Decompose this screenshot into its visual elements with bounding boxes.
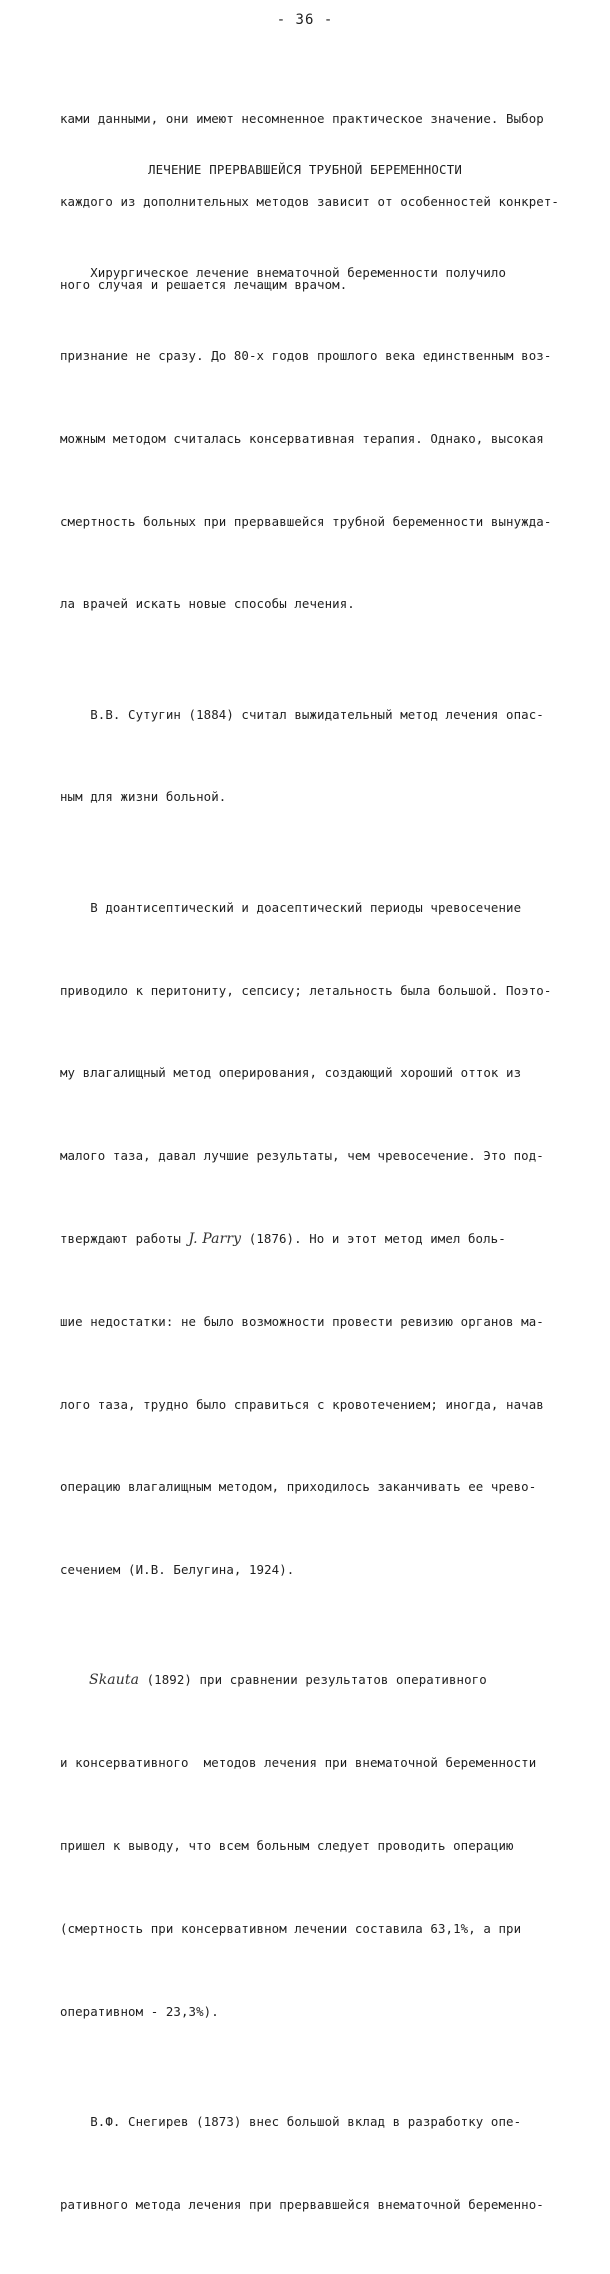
text-line: лого таза, трудно было справиться с кровотечением; иногда, начав — [60, 1396, 544, 1412]
line-suffix: (1876). Но и этот метод имел боль- — [241, 1230, 506, 1246]
text-line — [60, 1666, 580, 1694]
text-line: смертность больных при прервавшейся трубной беременности вынужда- — [60, 513, 552, 529]
body-text — [60, 204, 580, 2274]
text-line: ла врачей искать новые способы лечения. — [60, 596, 355, 612]
text-line: оперативном - 23,3%). — [60, 2003, 219, 2019]
text-line: пришел к выводу, что всем больным следует проводить операцию — [60, 1838, 514, 1854]
text-line: В.В. Сутугин (1884) считал выжидательный метод лечения опас- — [60, 706, 544, 722]
text-line: шие недостатки: не было возможности провести ревизию органов ма- — [60, 1313, 544, 1329]
handwritten-author-name: J. Parry — [188, 1230, 242, 1247]
text-line: ративного метода лечения при прервавшейся внематочной беременно- — [60, 2196, 544, 2212]
text-line: признание не сразу. До 80-х годов прошлого века единственным воз- — [60, 347, 552, 363]
handwritten-author-name: Skauta — [89, 1672, 140, 1689]
line-suffix: (1892) при сравнении результатов оперативного — [139, 1672, 487, 1688]
text-line: сечением (И.В. Белугина, 1924). — [60, 1562, 295, 1578]
text-line — [60, 1225, 580, 1253]
text-line: каждого из дополнительных методов зависит от особенностей конкрет- — [60, 193, 559, 209]
text-line: ным для жизни больной. — [60, 789, 227, 805]
page-number: - 36 - — [276, 12, 334, 28]
text-line: му влагалищный метод оперирования, создающий хороший отток из — [60, 1065, 522, 1081]
text-line: малого таза, давал лучшие результаты, чем чревосечение. Это под- — [60, 1148, 544, 1164]
text-line: и консервативного методов лечения при внематочной беременности — [60, 1755, 537, 1771]
text-line: операцию влагалищным методом, приходилось заканчивать ее чрево- — [60, 1479, 537, 1495]
text-line: можным методом считалась консервативная терапия. Однако, высокая — [60, 430, 544, 446]
text-line: ками данными, они имеют несомненное практическое значение. Выбор — [60, 111, 544, 127]
section-heading: ЛЕЧЕНИЕ ПРЕРВАВШЕЙСЯ ТРУБНОЙ БЕРЕМЕННОСТИ — [147, 162, 463, 177]
text-line: (смертность при консервативном лечении составила 63,1%, а при — [60, 1920, 522, 1936]
line-prefix: тверждают работы — [60, 1230, 189, 1246]
text-line: ного случая и решается лечащим врачом. — [60, 276, 348, 292]
text-line: Хирургическое лечение внематочной беременности получило — [60, 265, 507, 281]
text-line: В доантисептический и доасептический периоды чревосечение — [60, 899, 522, 915]
text-line: приводило к перитониту, сепсису; летальность была большой. Поэто- — [60, 982, 552, 998]
text-line: В.Ф. Снегирев (1873) внес большой вклад в разработку опе- — [60, 2113, 522, 2129]
